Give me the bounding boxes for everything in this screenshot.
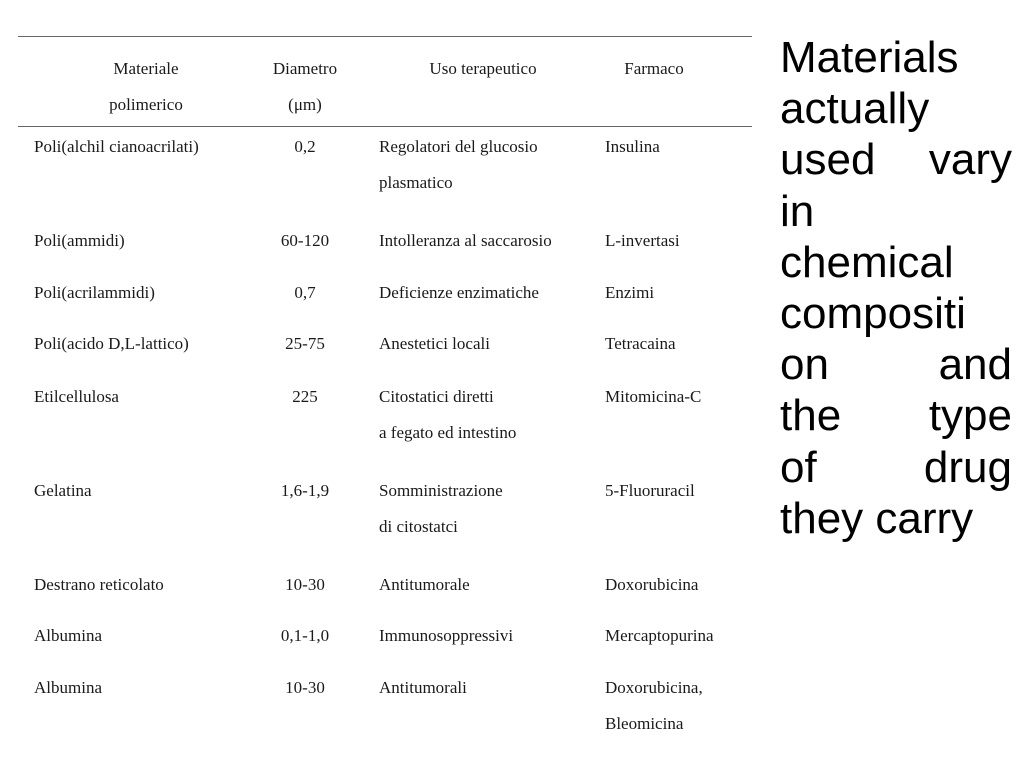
side-caption-line (780, 390, 1012, 441)
cell-uso (379, 129, 538, 201)
side-caption-word: compositi (780, 289, 966, 339)
header-farmaco: Farmaco (624, 59, 684, 78)
cell-diametro: 225 (292, 387, 318, 406)
cell-farmaco (605, 223, 680, 259)
cell-uso (379, 567, 470, 603)
cell-materiale: Etilcellulosa (34, 387, 119, 406)
cell-uso-line: a fegato ed intestino (379, 423, 517, 442)
cell-farmaco-line: Tetracaina (605, 334, 676, 353)
cell-diametro: 0,2 (294, 137, 316, 156)
cell-uso (379, 379, 516, 451)
side-caption-word: drug (923, 442, 1012, 492)
cell-uso-line: Immunosoppressivi (379, 626, 514, 645)
cell-farmaco-line: Mitomicina-C (605, 387, 702, 406)
side-caption-word: actually (780, 84, 930, 134)
cell-uso-line: Deficienze enzimatiche (379, 283, 539, 302)
cell-farmaco (605, 379, 701, 415)
cell-uso-line: Regolatori del glucosio (379, 137, 538, 156)
side-caption-word: they carry (780, 493, 974, 543)
side-caption-word: the (780, 391, 842, 441)
cell-farmaco-line: Enzimi (605, 283, 655, 302)
cell-diametro: 10-30 (285, 575, 325, 594)
cell-uso (379, 618, 513, 654)
side-caption-line (780, 288, 1012, 339)
side-caption-word: of (780, 442, 817, 492)
cell-materiale: Poli(alchil cianoacrilati) (34, 137, 199, 156)
side-caption-word: Materials (780, 33, 959, 82)
side-caption-word: and (938, 340, 1012, 390)
cell-uso (379, 275, 539, 311)
side-caption-word: type (928, 391, 1012, 441)
header-uso: Uso terapeutico (429, 59, 537, 78)
side-caption-line (780, 237, 1012, 288)
therapeutic-materials-table (18, 36, 752, 747)
side-caption-word: chemical (780, 237, 954, 287)
cell-uso (379, 223, 552, 259)
cell-materiale: Albumina (34, 626, 102, 645)
side-caption-line (780, 83, 1012, 134)
cell-farmaco-line: Mercaptopurina (605, 626, 714, 645)
cell-uso (379, 326, 490, 362)
header-diametro-line1: Diametro (272, 59, 338, 78)
cell-farmaco (605, 567, 698, 603)
cell-materiale: Gelatina (34, 481, 92, 500)
cell-farmaco (605, 129, 660, 165)
header-diametro-line2: (μm) (288, 95, 322, 114)
cell-diametro: 0,7 (294, 283, 316, 302)
table-body (18, 127, 752, 747)
cell-diametro: 10-30 (285, 678, 325, 697)
cell-uso-line: Antitumorali (379, 678, 467, 697)
cell-uso-line: plasmatico (379, 173, 453, 192)
cell-farmaco-line: Insulina (605, 137, 660, 156)
header-materiale-line2: polimerico (109, 95, 183, 114)
cell-farmaco-line: 5-Fluoruracil (605, 481, 695, 500)
cell-uso-line: Antitumorale (379, 575, 470, 594)
cell-farmaco (605, 670, 703, 742)
cell-farmaco-line: L-invertasi (605, 231, 680, 250)
cell-materiale: Poli(acrilammidi) (34, 283, 155, 302)
cell-farmaco (605, 326, 676, 362)
header-diametro (256, 51, 354, 123)
cell-uso (379, 473, 503, 545)
table-header (18, 37, 752, 126)
cell-materiale: Destrano reticolato (34, 575, 164, 594)
side-caption-line (780, 339, 1012, 390)
side-caption-line (780, 32, 1012, 83)
side-caption-line (780, 493, 1012, 544)
cell-uso-line: Intolleranza al saccarosio (379, 231, 552, 250)
cell-materiale: Poli(ammidi) (34, 231, 125, 250)
side-caption-line (780, 134, 1012, 185)
header-materiale (76, 51, 216, 123)
cell-farmaco (605, 473, 695, 509)
cell-farmaco (605, 618, 714, 654)
cell-materiale: Albumina (34, 678, 102, 697)
cell-uso-line: Citostatici diretti (379, 387, 494, 406)
cell-diametro: 0,1-1,0 (280, 626, 330, 645)
side-caption (780, 32, 1012, 544)
side-caption-word: used (780, 135, 876, 185)
cell-uso-line: di citostatci (379, 517, 458, 536)
cell-diametro: 25-75 (285, 334, 325, 353)
cell-farmaco-line: Bleomicina (605, 714, 684, 733)
cell-uso (379, 670, 467, 706)
cell-materiale: Poli(acido D,L-lattico) (34, 334, 189, 353)
side-caption-line (780, 442, 1012, 493)
side-caption-word: in (780, 186, 815, 236)
side-caption-word: on (780, 340, 829, 390)
side-caption-line (780, 186, 1012, 237)
cell-farmaco (605, 275, 654, 311)
header-materiale-line1: Materiale (113, 59, 179, 78)
cell-farmaco-line: Doxorubicina, (605, 678, 703, 697)
cell-farmaco-line: Doxorubicina (605, 575, 699, 594)
cell-uso-line: Somministrazione (379, 481, 503, 500)
cell-uso-line: Anestetici locali (379, 334, 490, 353)
side-caption-word: vary (928, 135, 1012, 185)
cell-diametro: 60-120 (280, 231, 330, 250)
cell-diametro: 1,6-1,9 (280, 481, 330, 500)
